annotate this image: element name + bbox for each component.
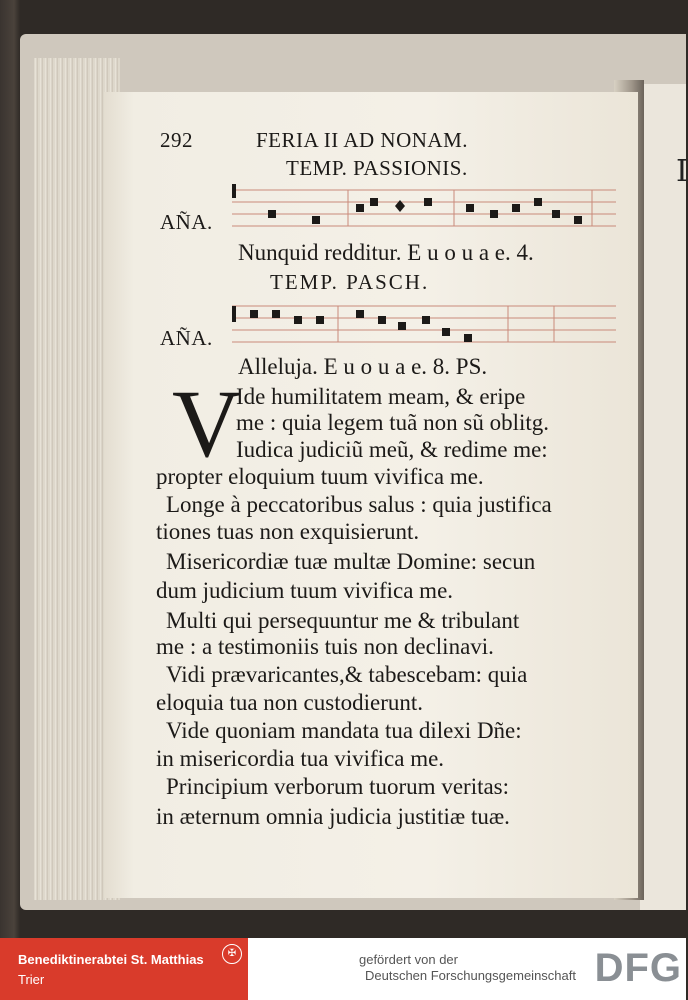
verse-line: propter eloquium tuum vivifica me. [156,464,484,489]
facing-page: I [640,84,686,910]
verse-line: me : quia legem tuã non sũ oblitg. [236,410,550,435]
page-title: FERIA II AD NONAM. [256,128,469,152]
funding-line-2: Deutschen Forschungsgemeinschaft [364,968,576,983]
antiphon-label-2: AÑA. [160,326,213,350]
antiphon-label-1: AÑA. [160,210,213,234]
verse-line: Vidi prævaricantes,& tabescebam: quia [166,662,528,687]
verse-line: Principium verborum tuorum veritas: [166,774,510,799]
verse-line: me : a testimoniis tuis non declinavi. [156,634,494,659]
chant-text-1: Nunquid redditur. E u o u a e. 4. [238,240,534,265]
institution-name: Benediktinerabtei St. Matthias [18,952,204,967]
verse-line: dum judicium tuum vivifica me. [156,578,454,603]
footer-bar [0,938,686,1000]
page-subtitle: TEMP. PASSIONIS. [286,156,468,180]
verse-line: Longe à peccatoribus salus : quia justifica [166,492,552,517]
drop-cap: V [172,370,242,477]
verse-line: Iudica judiciũ meũ, & redime me: [236,437,548,462]
verse-line: in misericordia tua vivifica me. [156,746,445,771]
institution-city: Trier [18,972,45,987]
chant-text-2: Alleluja. E u o u a e. 8. PS. [238,354,488,379]
verse-line: Ide humilitatem meam, & eripe [236,384,526,409]
verse-line: in æternum omnia judicia justitiæ tuæ. [156,804,510,829]
verse-line: Misericordiæ tuæ multæ Domine: secun [166,549,536,574]
institution-block[interactable] [0,938,248,1000]
verse-line: tiones tuas non exquisierunt. [156,519,420,544]
dfg-logo-icon: DFG [594,946,682,990]
section-heading: TEMP. PASCH. [270,270,430,294]
abbey-logo-icon: ✠ [222,944,242,964]
page-number: 292 [160,128,193,152]
funding-line-1: gefördert von der [358,952,458,967]
verse-line: Multi qui persequuntur me & tribulant [166,608,520,633]
verse-line: Vide quoniam mandata tua dilexi Dñe: [166,718,522,743]
chant-staff-1 [228,184,616,236]
funding-block[interactable] [246,938,686,1000]
chant-staff-2 [228,300,616,352]
verse-line: eloquia tua non custodierunt. [156,690,423,715]
